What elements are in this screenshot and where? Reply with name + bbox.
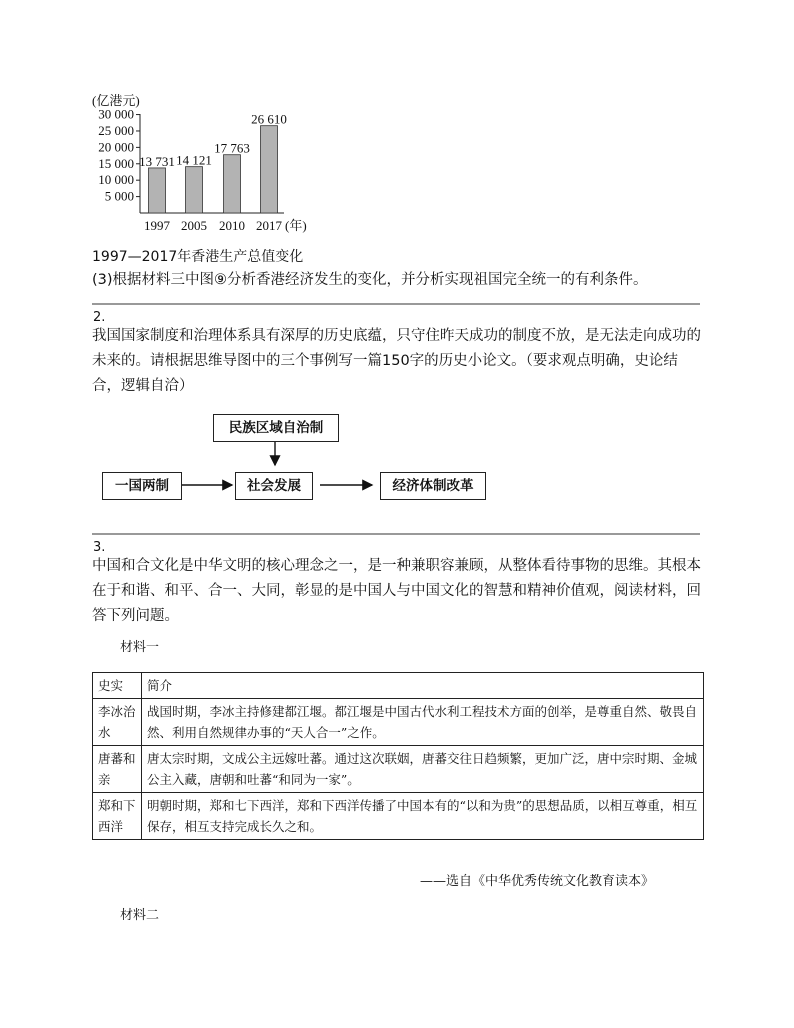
node-economic-reform: 经济体制改革 — [380, 472, 486, 500]
x-tick-label: 2010 — [219, 218, 245, 233]
material-1-source: ——选自《中华优秀传统文化教育读本》 — [420, 874, 655, 889]
divider-1 — [92, 303, 700, 305]
question-2-number: 2. — [93, 310, 106, 325]
gdp-bar-chart — [86, 88, 326, 238]
node-one-country-two-systems: 一国两制 — [102, 472, 182, 500]
data-label: 14 121 — [176, 152, 212, 168]
table-header-cell: 史实 — [93, 673, 142, 699]
y-tick-label: 25 000 — [98, 122, 134, 138]
material-1-table — [92, 672, 704, 840]
table-cell-event: 唐蕃和亲 — [93, 746, 142, 793]
table-header-row — [93, 673, 704, 699]
table-cell-desc: 明朝时期，郑和七下西洋，郑和下西洋传播了中国本有的“以和为贵”的思想品质，以相互尊重，相互保存，相互支持完成长久之和。 — [142, 793, 704, 840]
x-unit-label: (年) — [285, 218, 307, 233]
y-unit-label: (亿港元) — [92, 93, 140, 108]
y-tick-label: 5 000 — [104, 188, 134, 204]
bar-2010 — [224, 155, 241, 213]
divider-2 — [92, 533, 700, 535]
x-tick-label: 1997 — [144, 218, 170, 233]
y-tick-label: 15 000 — [98, 155, 134, 171]
question-1-part-3: (3)根据材料三中图⑨分析香港经济发生的变化，并分析实现祖国完全统一的有利条件。 — [92, 272, 648, 288]
bar-2005 — [186, 167, 203, 213]
table-row — [93, 746, 704, 793]
table-row — [93, 699, 704, 746]
bar-1997 — [149, 168, 166, 213]
data-label: 17 763 — [214, 140, 250, 156]
y-tick-label: 10 000 — [98, 172, 134, 188]
table-cell-event: 李冰治水 — [93, 699, 142, 746]
y-tick-label: 20 000 — [98, 139, 134, 155]
table-row — [93, 793, 704, 840]
material-1-label: 材料一 — [120, 640, 160, 655]
table-cell-event: 郑和下西洋 — [93, 793, 142, 840]
chart-canvas — [86, 88, 326, 238]
node-social-development: 社会发展 — [235, 472, 313, 500]
question-3-text: 中国和合文化是中华文明的核心理念之一，是一种兼职容兼顾，从整体看待事物的思维。其根本在于和谐、和平、合一、大同，彰显的是中国人与中国文化的智慧和精神价值观，阅读材料，回答下列问题。 — [92, 558, 701, 624]
node-ethnic-regional-autonomy: 民族区域自治制 — [213, 414, 339, 442]
table-cell-desc: 战国时期，李冰主持修建都江堰。都江堰是中国古代水利工程技术方面的创举，是尊重自然、敬畏自然、利用自然规律办事的“天人合一”之作。 — [142, 699, 704, 746]
table-header-cell: 简介 — [142, 673, 704, 699]
y-tick-label: 30 000 — [98, 106, 134, 122]
data-label: 26 610 — [251, 111, 287, 127]
question-2-text: 我国国家制度和治理体系具有深厚的历史底蕴，只守住昨天成功的制度不放，是无法走向成功的未来的。请根据思维导图中的三个事例写一篇150字的历史小论文。（要求观点明确，史论结合，逻辑自洽） — [92, 328, 701, 394]
material-2-label: 材料二 — [120, 908, 160, 923]
x-tick-label: 2017 — [256, 218, 282, 233]
table-cell-desc: 唐太宗时期，文成公主远嫁吐蕃。通过这次联姻，唐蕃交往日趋频繁，更加广泛，唐中宗时期、金城公主入藏，唐朝和吐蕃“和同为一家”。 — [142, 746, 704, 793]
chart-caption: 1997—2017年香港生产总值变化 — [92, 249, 304, 265]
bar-2017 — [261, 126, 278, 213]
x-tick-label: 2005 — [181, 218, 207, 233]
data-label: 13 731 — [139, 153, 175, 169]
question-3-number: 3. — [93, 540, 106, 555]
